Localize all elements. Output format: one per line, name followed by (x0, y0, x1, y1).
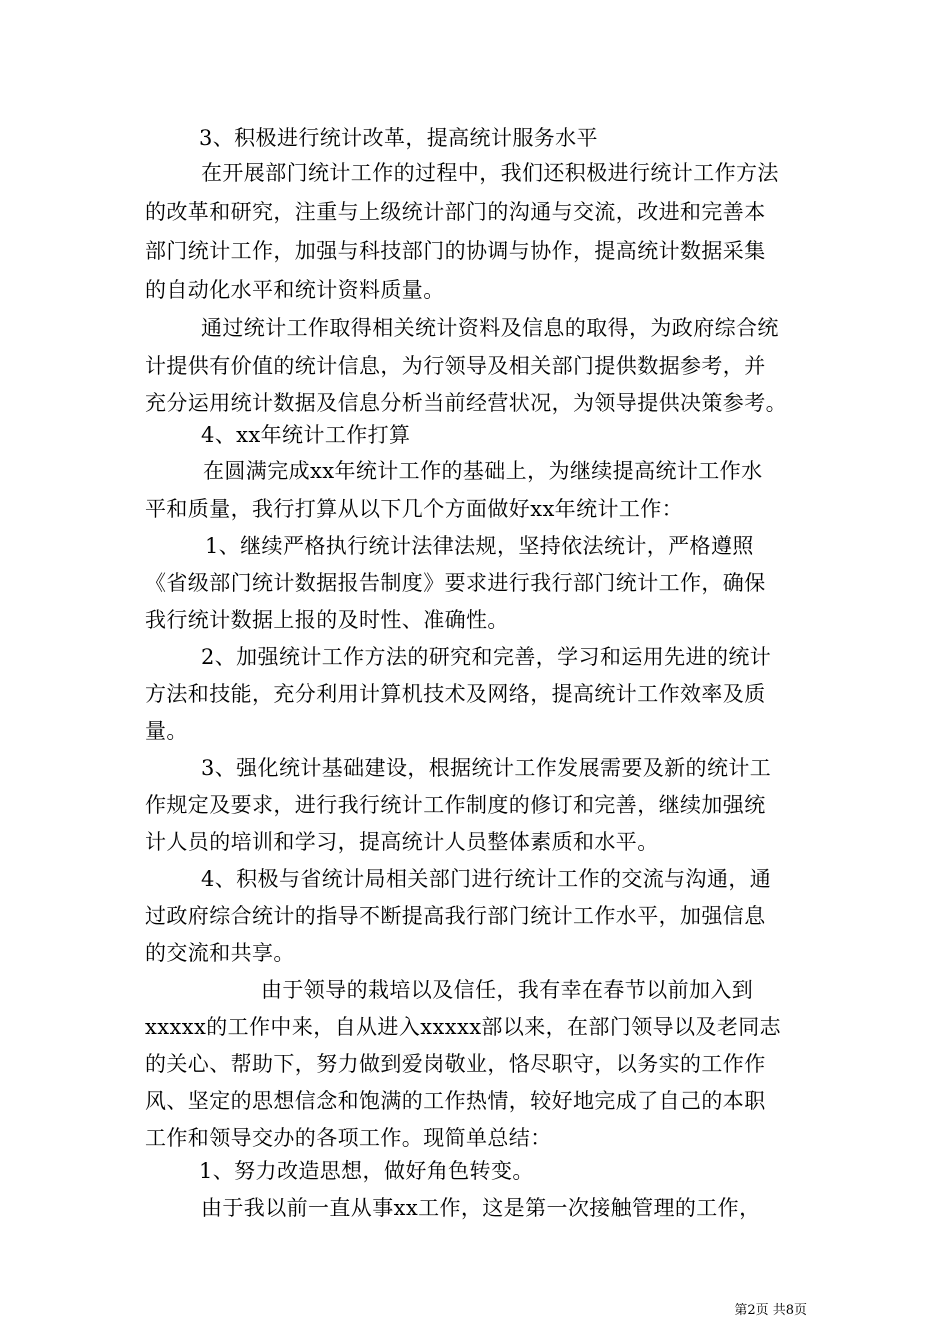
paragraph-line: 通过统计工作取得相关统计资料及信息的取得，为政府综合统 (201, 316, 779, 340)
paragraph-line: xxxxx的工作中来，自从进入xxxxx部以来，在部门领导以及老同志 (145, 1015, 782, 1039)
paragraph-line: 由于我以前一直从事xx工作，这是第一次接触管理的工作， (201, 1196, 761, 1220)
list-item-line: 方法和技能，充分利用计算机技术及网络，提高统计工作效率及质 (145, 682, 766, 706)
list-item-line: 计人员的培训和学习，提高统计人员整体素质和水平。 (145, 830, 659, 854)
paragraph-line: 部门统计工作，加强与科技部门的协调与协作，提高统计数据采集 (145, 239, 766, 263)
paragraph-line: 平和质量，我行打算从以下几个方面做好xx年统计工作： (145, 497, 684, 521)
paragraph-line: 充分运用统计数据及信息分析当前经营状况，为领导提供决策参考。 (145, 391, 787, 415)
paragraph-line: 工作和领导交办的各项工作。现简单总结： (145, 1126, 552, 1150)
paragraph-line: 在圆满完成xx年统计工作的基础上，为继续提高统计工作水 (203, 459, 763, 483)
list-item-line: 的交流和共享。 (145, 941, 295, 965)
paragraph-line: 风、坚定的思想信念和饱满的工作热情，较好地完成了自己的本职 (145, 1089, 766, 1113)
paragraph-line: 计提供有价值的统计信息，为行领导及相关部门提供数据参考，并 (145, 354, 766, 378)
page-number-footer: 第2页 共8页 (734, 1303, 807, 1318)
list-item-line: 2、加强统计工作方法的研究和完善，学习和运用先进的统计 (201, 645, 772, 669)
list-item-line: 1、继续严格执行统计法律法规，坚持依法统计，严格遵照 (205, 534, 754, 558)
list-item-line: 我行统计数据上报的及时性、准确性。 (145, 608, 509, 632)
paragraph-line: 由于领导的栽培以及信任，我有幸在春节以前加入到 (261, 978, 754, 1002)
paragraph-line: 的关心、帮助下，努力做到爱岗敬业，恪尽职守，以务实的工作作 (145, 1052, 766, 1076)
section-heading-work-plan: 4、xx年统计工作打算 (201, 423, 411, 447)
paragraph-line: 在开展部门统计工作的过程中，我们还积极进行统计工作方法 (201, 161, 779, 185)
list-item-line: 作规定及要求，进行我行统计工作制度的修订和完善，继续加强统 (145, 793, 766, 817)
paragraph-line: 的改革和研究，注重与上级统计部门的沟通与交流，改进和完善本 (145, 200, 766, 224)
list-item-line: 过政府综合统计的指导不断提高我行部门统计工作水平，加强信息 (145, 904, 766, 928)
list-item-line: 4、积极与省统计局相关部门进行统计工作的交流与沟通，通 (201, 867, 772, 891)
section-heading-statistics-reform: 3、积极进行统计改革，提高统计服务水平 (199, 126, 598, 150)
list-item-line: 量。 (145, 719, 188, 743)
paragraph-line: 的自动化水平和统计资料质量。 (145, 278, 445, 302)
section-heading-role-change: 1、努力改造思想，做好角色转变。 (199, 1159, 534, 1183)
list-item-line: 3、强化统计基础建设，根据统计工作发展需要及新的统计工 (201, 756, 772, 780)
list-item-line: 《省级部门统计数据报告制度》要求进行我行部门统计工作，确保 (145, 571, 766, 595)
